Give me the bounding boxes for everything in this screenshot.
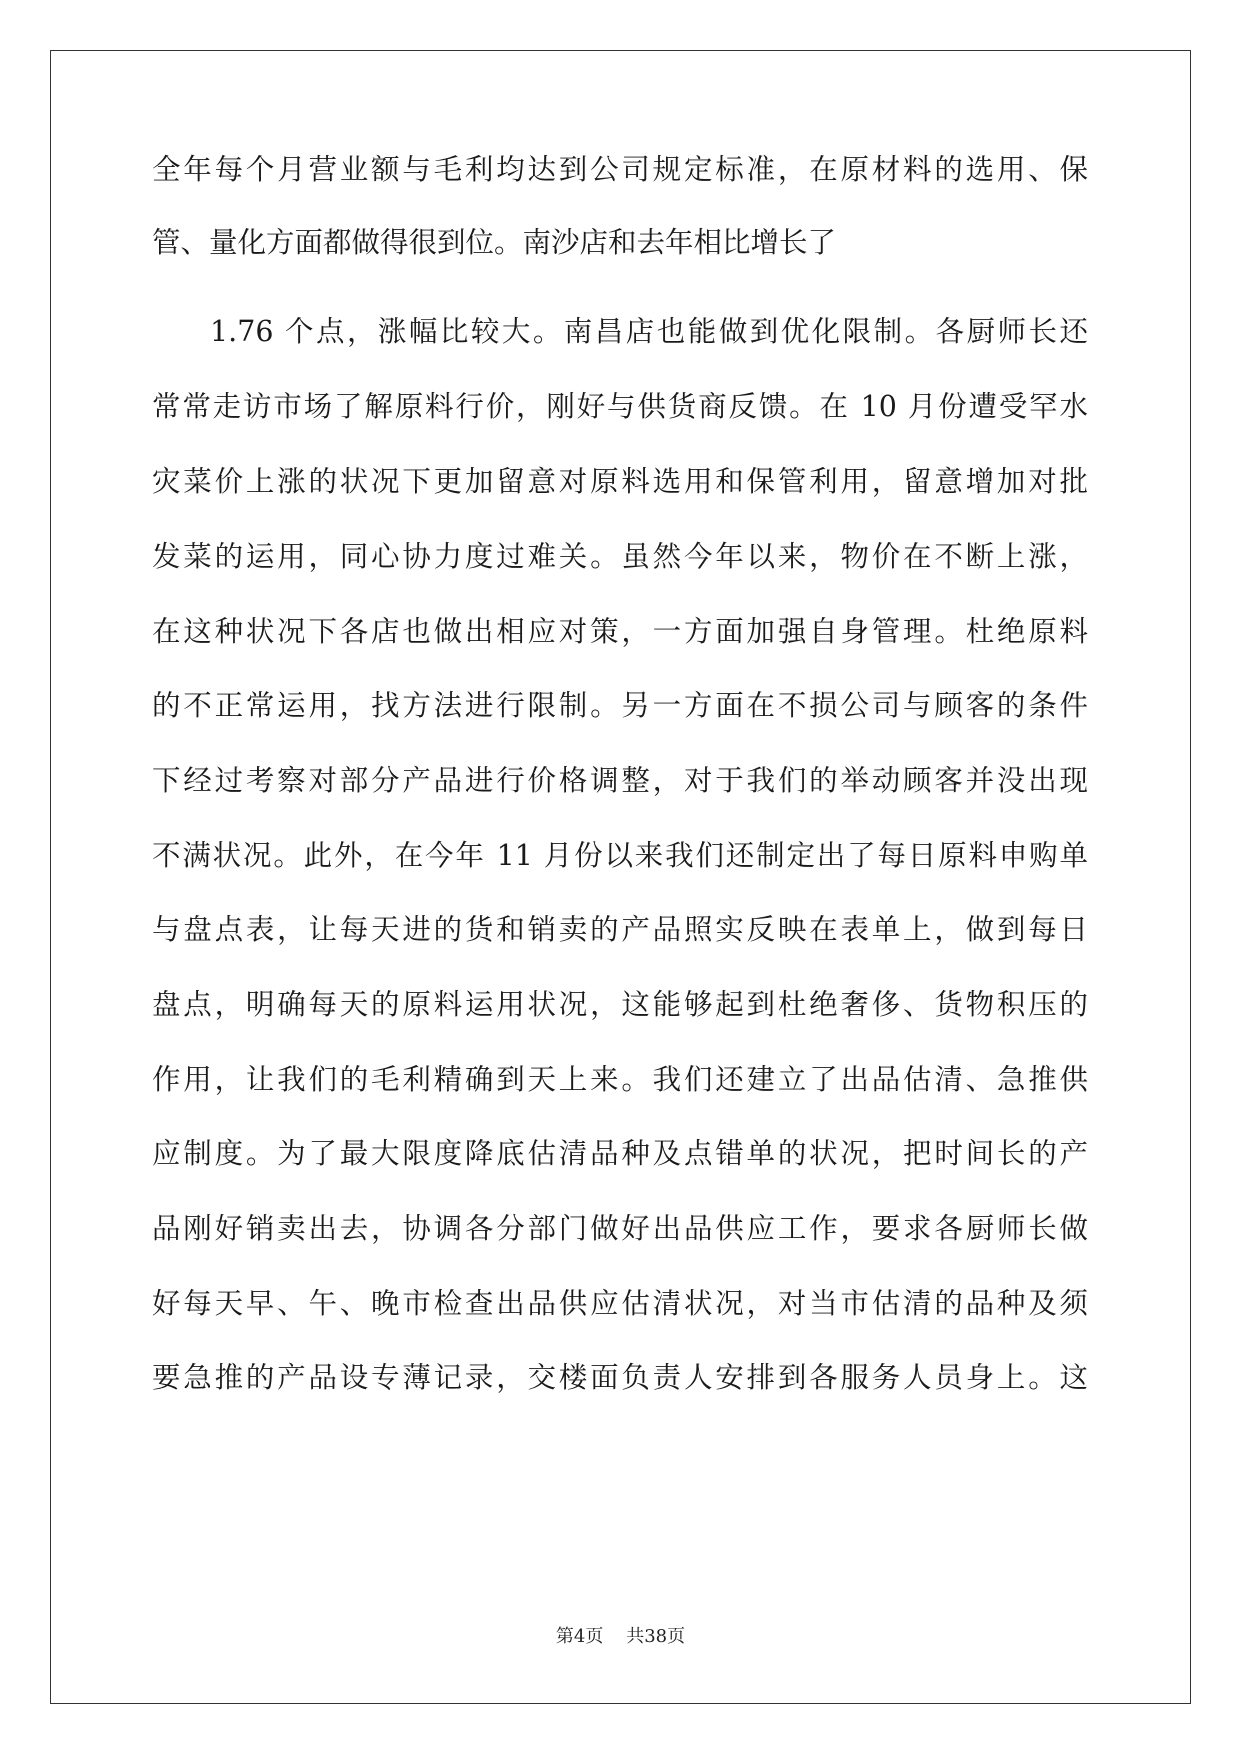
current-page-number: 4 bbox=[573, 1626, 586, 1647]
text-line: 下经过考察对部分产品进行价格调整，对于我们的举动顾客并没出现 bbox=[152, 764, 1088, 797]
text-line: 灾菜价上涨的状况下更加留意对原料选用和保管利用，留意增加对批 bbox=[152, 465, 1088, 498]
text-line: 常常走访市场了解原料行价，刚好与供货商反馈。在 10 月份遭受罕水 bbox=[152, 390, 1088, 423]
text-line: 盘点，明确每天的原料运用状况，这能够起到杜绝奢侈、货物积压的 bbox=[152, 988, 1088, 1021]
total-label-suffix: 页 bbox=[667, 1626, 686, 1647]
text-line: 不满状况。此外，在今年 11 月份以来我们还制定出了每日原料申购单 bbox=[152, 839, 1088, 872]
text-line: 应制度。为了最大限度降底估清品种及点错单的状况，把时间长的产 bbox=[152, 1137, 1088, 1170]
page-label-suffix: 页 bbox=[585, 1626, 604, 1647]
text-line: 作用，让我们的毛利精确到天上来。我们还建立了出品估清、急推供 bbox=[152, 1063, 1088, 1096]
text-line: 在这种状况下各店也做出相应对策，一方面加强自身管理。杜绝原料 bbox=[152, 615, 1088, 648]
text-line: 与盘点表，让每天进的货和销卖的产品照实反映在表单上，做到每日 bbox=[152, 913, 1088, 946]
page-footer bbox=[0, 1625, 1241, 1649]
total-pages-number: 38 bbox=[644, 1626, 668, 1647]
text-line: 好每天早、午、晚市检查出品供应估清状况，对当市估清的品种及须 bbox=[152, 1287, 1088, 1320]
text-line: 1.76 个点，涨幅比较大。南昌店也能做到优化限制。各厨师长还 bbox=[210, 315, 1088, 348]
text-line: 品刚好销卖出去，协调各分部门做好出品供应工作，要求各厨师长做 bbox=[152, 1212, 1088, 1245]
text-line: 全年每个月营业额与毛利均达到公司规定标准，在原材料的选用、保 bbox=[152, 153, 1088, 186]
text-line: 管、量化方面都做得很到位。南沙店和去年相比增长了 bbox=[152, 226, 837, 259]
text-line: 要急推的产品设专薄记录，交楼面负责人安排到各服务人员身上。这 bbox=[152, 1361, 1088, 1394]
text-line: 的不正常运用，找方法进行限制。另一方面在不损公司与顾客的条件 bbox=[152, 689, 1088, 722]
page-label-prefix: 第 bbox=[555, 1626, 574, 1647]
text-line: 发菜的运用，同心协力度过难关。虽然今年以来，物价在不断上涨， bbox=[152, 540, 1088, 573]
page-frame bbox=[50, 50, 1191, 1704]
total-label-prefix: 共 bbox=[626, 1626, 645, 1647]
